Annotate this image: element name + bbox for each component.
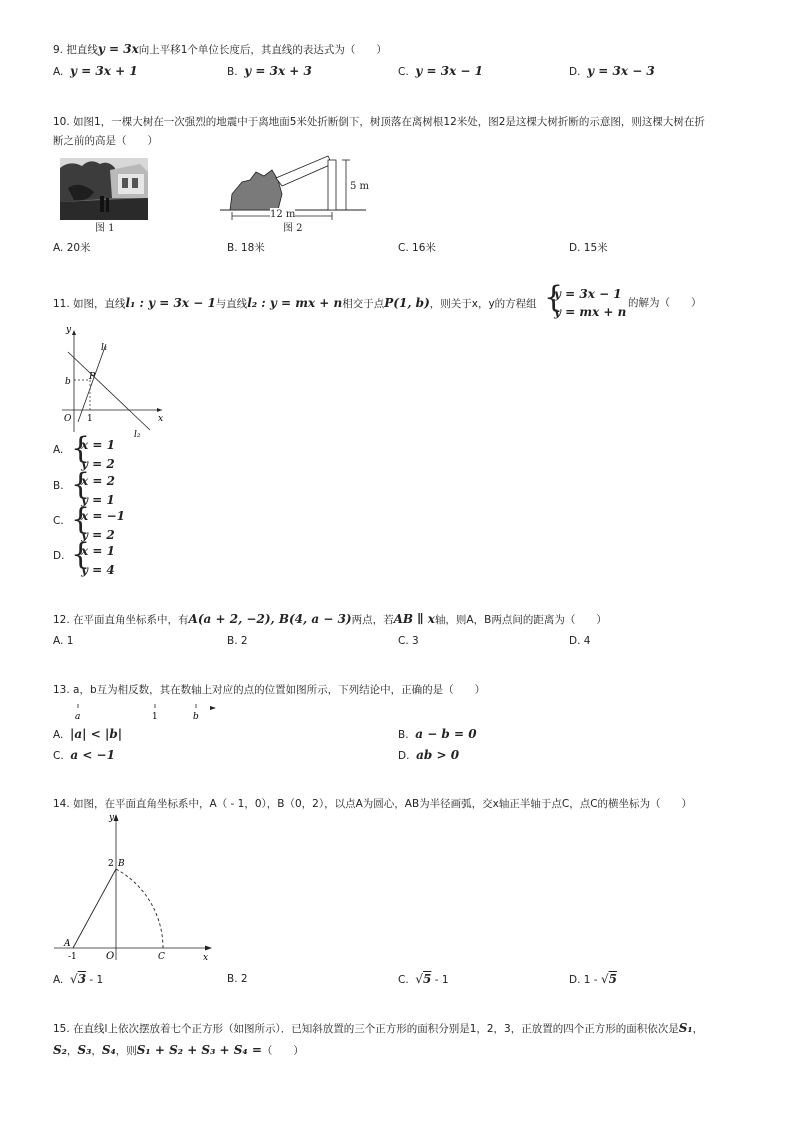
q10-option-c[interactable] (398, 241, 436, 255)
q11-sys-bot: y = mx + n (554, 305, 627, 319)
option-bot: y = 4 (81, 563, 115, 577)
brace-symbol: { (71, 467, 91, 502)
option-label: A. (53, 444, 64, 456)
option-label: B. (398, 729, 409, 741)
point-c-label: C (158, 952, 165, 962)
q11-mid3: ，则关于x，y的方程组 (429, 298, 537, 310)
q15-s4: S₄ (101, 1043, 116, 1057)
option-label: A. (53, 66, 64, 78)
q11-sys-top: y = 3x − 1 (554, 287, 622, 301)
q11-stem-post: 的解为（ ） (628, 297, 702, 309)
q15-then: ，则 (115, 1045, 137, 1057)
arc-bc (116, 869, 163, 948)
tick-two-label: 2 (108, 859, 114, 869)
option-label: D. (53, 550, 65, 562)
x-axis-label: x (158, 414, 164, 424)
y-axis-label: y (109, 813, 115, 823)
q11-stem-pre: 11. 如图，直线 (53, 298, 126, 310)
option-expr: y = 3x − 3 (587, 64, 655, 78)
l1-label: l₁ (101, 343, 108, 353)
option-root: 3 (77, 972, 87, 986)
option-text: 15米 (583, 242, 608, 254)
q12-expr2: AB ∥ x (393, 612, 435, 626)
q15-tail: （ ） (261, 1045, 304, 1057)
y-axis-label: y (66, 325, 72, 335)
brace-symbol: { (71, 502, 91, 537)
q11-l2: l₂ : y = mx + n (247, 296, 343, 310)
q13-stem: 13. a，b互为相反数，其在数轴上对应的点的位置如图所示，下列结论中，正确的是（ ） (53, 684, 486, 696)
q9-stem (53, 42, 387, 57)
option-text: 1 (66, 635, 74, 647)
q9-option-d[interactable] (569, 64, 655, 79)
tick-one-label: 1 (87, 414, 93, 424)
q10-stem-line2: 断之前的高是（ ） (53, 135, 158, 147)
option-tail: - 1 (431, 974, 449, 986)
option-root: 5 (608, 972, 617, 986)
q13-number-line (70, 700, 230, 722)
q10-stem-line1: 10. 如图1，一棵大树在一次强烈的地震中于离地面5米处折断倒下，树顶落在离树根12米处，图2是这棵大树折断的示意图，则这棵大树在折 (53, 116, 705, 128)
option-top: x = −1 (81, 509, 125, 523)
option-label: C. (53, 515, 64, 527)
q11-stem (53, 296, 537, 311)
q10-option-d[interactable] (569, 241, 608, 255)
brace-symbol: { (544, 280, 564, 315)
sqrt-symbol: √ (600, 972, 609, 986)
q9-option-b[interactable] (227, 64, 312, 79)
option-label: B. (227, 973, 238, 985)
q12-stem (53, 612, 607, 627)
q12-option-d[interactable] (569, 634, 590, 648)
q15-stem-line1 (53, 1021, 703, 1036)
q11-option-a[interactable] (53, 443, 63, 457)
option-expr: a < −1 (70, 748, 115, 762)
option-text: 3 (412, 635, 419, 647)
tick-neg1-label: -1 (68, 952, 77, 962)
q14-option-d[interactable] (569, 972, 617, 987)
point-a-label: a (75, 712, 81, 722)
origin-label: O (64, 414, 72, 424)
q15-expr: S₁ + S₂ + S₃ + S₄ = (136, 1043, 262, 1057)
option-label: D. (398, 750, 410, 762)
q15-s2: S₂ (53, 1043, 67, 1057)
q15-stem-text: 15. 在直线l上依次摆放着七个正方形（如图所示）．已知斜放置的三个正方形的面积分别是1，2，3，正放置的四个正方形的面积依次是 (53, 1023, 679, 1035)
option-expr: y = 3x − 1 (415, 64, 484, 78)
q9-option-a[interactable] (53, 64, 138, 79)
q12-stem-pre: 12. 在平面直角坐标系中，有 (53, 614, 189, 626)
q9-option-c[interactable] (398, 64, 483, 79)
q15-comma: ， (692, 1023, 704, 1035)
option-label: A. (53, 729, 64, 741)
brace-symbol: { (71, 537, 91, 572)
tick-b-label: b (65, 377, 71, 387)
option-label: C. (398, 242, 409, 254)
option-label: A. (53, 242, 64, 254)
option-expr: a − b = 0 (415, 727, 477, 741)
option-label: B. (53, 480, 64, 492)
l2-label: l₂ (134, 430, 141, 440)
option-text: 4 (583, 635, 591, 647)
option-text: 18米 (240, 242, 265, 254)
q10-option-b[interactable] (227, 241, 265, 255)
q12-stem-post: 轴，则A，B两点间的距离为（ ） (434, 614, 607, 626)
option-text: 2 (240, 973, 248, 985)
option-text: 20米 (66, 242, 91, 254)
q15-comma: ， (66, 1045, 78, 1057)
q13-option-a[interactable] (53, 727, 122, 742)
option-expr: ab > 0 (416, 748, 460, 762)
option-bot: y = 1 (81, 493, 115, 507)
option-label: A. (53, 635, 64, 647)
q10-fig2-height-label: 5 m (350, 181, 370, 192)
q11-option-b[interactable] (53, 479, 64, 493)
q11-mid2: 相交于点 (342, 298, 385, 310)
option-label: C. (398, 635, 409, 647)
option-bot: y = 2 (81, 457, 115, 471)
option-label: C. (398, 974, 409, 986)
q13-option-b[interactable] (398, 727, 477, 742)
q14-option-b[interactable] (227, 972, 248, 986)
line-l2 (68, 352, 150, 430)
tick-one-label: 1 (152, 712, 158, 722)
option-top: x = 1 (81, 544, 115, 558)
option-label: D. (569, 974, 581, 986)
q11-mid1: 与直线 (215, 298, 248, 310)
option-label: B. (227, 242, 238, 254)
option-text: 16米 (412, 242, 436, 254)
option-top: x = 1 (81, 438, 115, 452)
option-label: D. (569, 635, 581, 647)
q11-graph (58, 322, 170, 440)
q11-l1: l₁ : y = 3x − 1 (125, 296, 216, 310)
q15-s1: S₁ (678, 1021, 693, 1035)
option-label: A. (53, 974, 64, 986)
q10-fig2-caption: 图 2 (283, 223, 303, 234)
q13-option-c[interactable] (53, 748, 115, 763)
q12-expr: A(a + 2, −2), B(4, a − 3) (188, 612, 352, 626)
q10-fig1-caption: 图 1 (95, 223, 115, 234)
q12-option-c[interactable] (398, 634, 419, 648)
q13-option-d[interactable] (398, 748, 459, 763)
option-bot: y = 2 (81, 528, 115, 542)
option-label: B. (227, 635, 238, 647)
brace-symbol: { (71, 431, 91, 466)
q14-stem: 14. 如图，在平面直角坐标系中，A（ - 1，0），B（0，2），以点A为圆心，AB为半径画弧，交x轴正半轴于点C，点C的横坐标为（ ） (53, 798, 693, 810)
point-b-label: B (118, 859, 125, 869)
q11-figure (58, 322, 170, 440)
sqrt-symbol: √ (70, 972, 78, 986)
option-label: C. (398, 66, 409, 78)
origin-label: O (106, 951, 115, 962)
q10-fig2-length-label: 12 m (270, 209, 296, 220)
q14-figure (52, 810, 220, 966)
q9-stem-post: 向上平移1个单位长度后，其直线的表达式为（ ） (138, 44, 387, 56)
number-line-graph (70, 700, 230, 722)
q14-graph (52, 810, 220, 966)
q9-expr: y = 3x (97, 42, 139, 56)
option-text: 2 (240, 635, 248, 647)
option-root: 5 (423, 972, 432, 986)
q14-option-c[interactable] (398, 972, 449, 987)
option-pre: 1 - (583, 974, 601, 986)
segment-ab (73, 869, 116, 948)
option-label: D. (569, 242, 581, 254)
q10-option-a[interactable] (53, 241, 91, 255)
q9-stem-pre: 9. 把直线 (53, 44, 98, 56)
q15-s3: S₃ (77, 1043, 92, 1057)
q10-fig1 (60, 158, 148, 220)
q12-option-a[interactable] (53, 634, 73, 648)
tree-photo-image (60, 158, 148, 220)
q11-option-d[interactable] (53, 549, 64, 563)
q11-point: P(1, b) (384, 296, 430, 310)
point-p-label: P (89, 372, 96, 382)
q12-mid: 两点，若 (351, 614, 394, 626)
option-label: B. (227, 66, 238, 78)
point-a-label: A (64, 939, 71, 949)
q14-option-a[interactable] (53, 972, 103, 987)
point-b-label: b (193, 712, 199, 722)
q15-stem-line2 (53, 1043, 304, 1058)
x-axis-label: x (203, 953, 209, 963)
option-tail: - 1 (86, 974, 104, 986)
option-label: D. (569, 66, 581, 78)
option-expr: y = 3x + 3 (244, 64, 312, 78)
option-label: C. (53, 750, 64, 762)
q15-comma: ， (91, 1045, 102, 1057)
q11-option-c[interactable] (53, 514, 64, 528)
sqrt-symbol: √ (415, 972, 424, 986)
option-top: x = 2 (81, 474, 115, 488)
option-expr: y = 3x + 1 (70, 64, 138, 78)
option-expr: |a| < |b| (70, 727, 123, 741)
q12-option-b[interactable] (227, 634, 248, 648)
